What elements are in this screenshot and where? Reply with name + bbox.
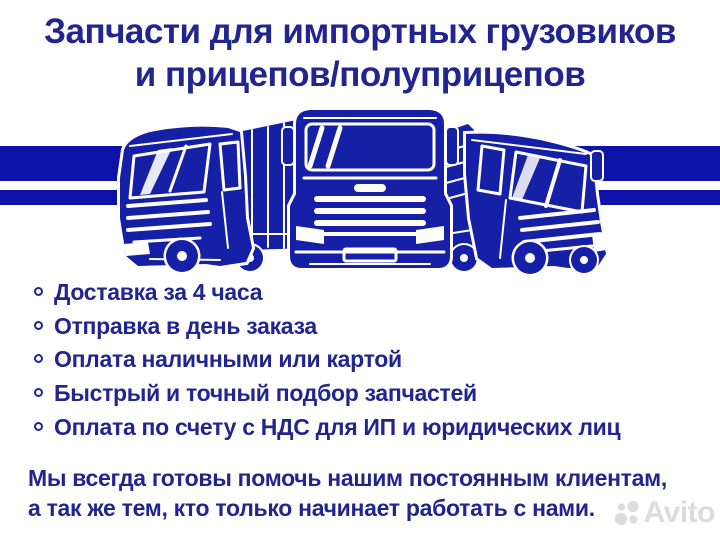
list-item xyxy=(34,343,704,377)
avito-dots-icon xyxy=(614,500,641,527)
feature-text: Отправка в день заказа xyxy=(54,312,317,339)
trucks-illustration xyxy=(0,98,720,276)
feature-list xyxy=(34,276,704,444)
bullet-ring-icon xyxy=(34,422,43,431)
feature-text: Оплата наличными или картой xyxy=(54,346,402,373)
bullet-ring-icon xyxy=(34,354,43,363)
avito-watermark-label: Avito xyxy=(643,496,715,529)
page-title-line2: и прицепов/полуприцепов xyxy=(134,55,586,94)
page-title-line1: Запчасти для импортных грузовиков xyxy=(44,12,676,51)
footer-line2: а так же тем, кто только начинает работать с нами. xyxy=(28,494,595,521)
footer-line1: Мы всегда готовы помочь нашим постоянным клиентам, xyxy=(28,465,667,491)
avito-watermark xyxy=(614,496,715,530)
feature-text: Быстрый и точный подбор запчастей xyxy=(54,380,477,407)
list-item xyxy=(34,377,704,411)
bullet-ring-icon xyxy=(34,321,43,330)
list-item xyxy=(34,276,704,310)
bullet-ring-icon xyxy=(34,287,43,296)
middle-truck-icon xyxy=(283,110,457,268)
feature-text: Доставка за 4 часа xyxy=(54,279,263,306)
page-title xyxy=(0,10,720,96)
hero-banner xyxy=(0,98,720,276)
list-item xyxy=(34,410,704,444)
right-truck-cab-icon xyxy=(466,134,606,274)
bullet-ring-icon xyxy=(34,388,43,397)
feature-text: Оплата по счету с НДС для ИП и юридических лиц xyxy=(54,413,621,440)
list-item xyxy=(34,310,704,344)
